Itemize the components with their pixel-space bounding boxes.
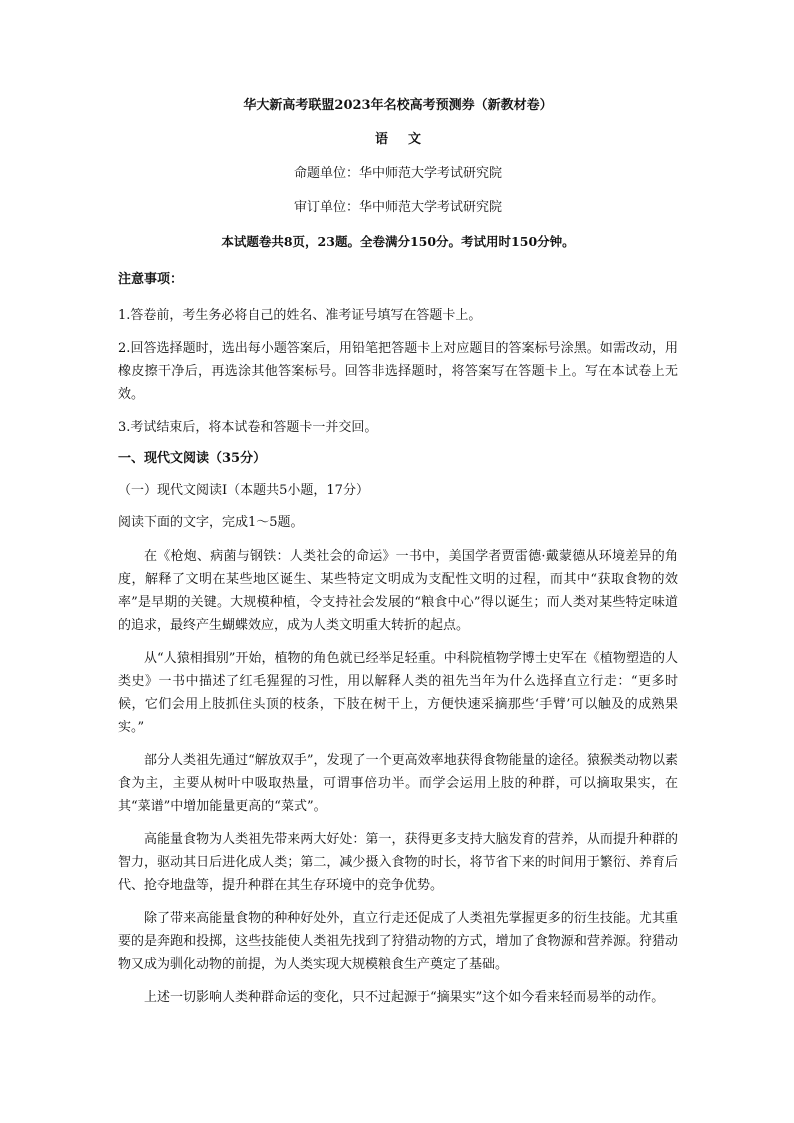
subsection-heading: （一）现代文阅读Ⅰ（本题共5小题，17分） — [118, 483, 369, 498]
exam-page — [118, 96, 678, 1019]
section-heading: 一、现代文阅读（35分） — [118, 451, 267, 466]
passage-paragraph: 高能量食物为人类祖先带来两大好处：第一，获得更多支持大脑发育的营养，从而提升种群的智力，驱动其日后进化成人类；第二，减少摄入食物的时长，将节省下来的时间用于繁衍、养育后代、抢夺地盘等，提升种群在其生存环境中的竞争优势。 — [118, 832, 678, 893]
passage-paragraph: 上述一切影响人类种群命运的变化，只不过起源于“摘果实”这个如今看来轻而易举的动作。 — [144, 990, 665, 1005]
passage-paragraph: 从“人猿相揖别”开始，植物的角色就已经举足轻重。中科院植物学博士史军在《植物塑造的人类史》一书中描述了红毛猩猩的习性，用以解释人类的祖先当年为什么选择直立行走：“更多时候，它们会用上肢抓住头顶的枝条，下肢在树干上，方便快速采摘那些‘手臂’可以触及的成熟果实。” — [118, 651, 678, 735]
passage-paragraph: 除了带来高能量食物的种种好处外，直立行走还促成了人类祖先掌握更多的衍生技能。尤其重要的是奔跑和投掷，这些技能使人类祖先找到了狩猎动物的方式，增加了食物源和营养源。狩猎动物又成为驯化动物的前提，为人类实现大规模粮食生产奠定了基础。 — [118, 911, 678, 972]
exam-subject: 语文 — [374, 132, 441, 147]
exam-summary: 本试题卷共8页，23题。全卷满分150分。考试用时150分钟。 — [221, 234, 575, 249]
notice-item: 2.回答选择题时，选出每小题答案后，用铅笔把答题卡上对应题目的答案标号涂黑。如需改动，用橡皮擦干净后，再选涂其他答案标号。回答非选择题时，将答案写在答题卡上。写在本试卷上无效。 — [118, 341, 678, 402]
notice-item: 3.考试结束后，将本试卷和答题卡一并交回。 — [118, 420, 378, 435]
author-unit: 命题单位：华中师范大学考试研究院 — [293, 166, 502, 181]
notice-heading: 注意事项： — [118, 272, 184, 287]
reading-instruction: 阅读下面的文字，完成1～5题。 — [118, 515, 304, 530]
passage-paragraph: 在《枪炮、病菌与钢铁：人类社会的命运》一书中，美国学者贾雷德·戴蒙德从环境差异的角度，解释了文明在某些地区诞生、某些特定文明成为支配性文明的过程，而其中“获取食物的效率”是早期的关键。大规模种植，令支持社会发展的“粮食中心”得以诞生；而人类对某些特定味道的追求，最终产生蝴蝶效应，成为人类文明重大转折的起点。 — [118, 549, 678, 633]
notice-item: 1.答卷前，考生务必将自己的姓名、准考证号填写在答题卡上。 — [118, 308, 482, 323]
review-unit: 审订单位：华中师范大学考试研究院 — [293, 200, 502, 215]
passage-paragraph: 部分人类祖先通过“解放双手”，发现了一个更高效率地获得食物能量的途径。猿猴类动物以素食为主，主要从树叶中吸取热量，可谓事倍功半。而学会运用上肢的种群，可以摘取果实，在其“菜谱”中增加能量更高的“菜式”。 — [118, 753, 678, 814]
exam-title: 华大新高考联盟2023年名校高考预测券（新教材卷） — [243, 98, 553, 113]
